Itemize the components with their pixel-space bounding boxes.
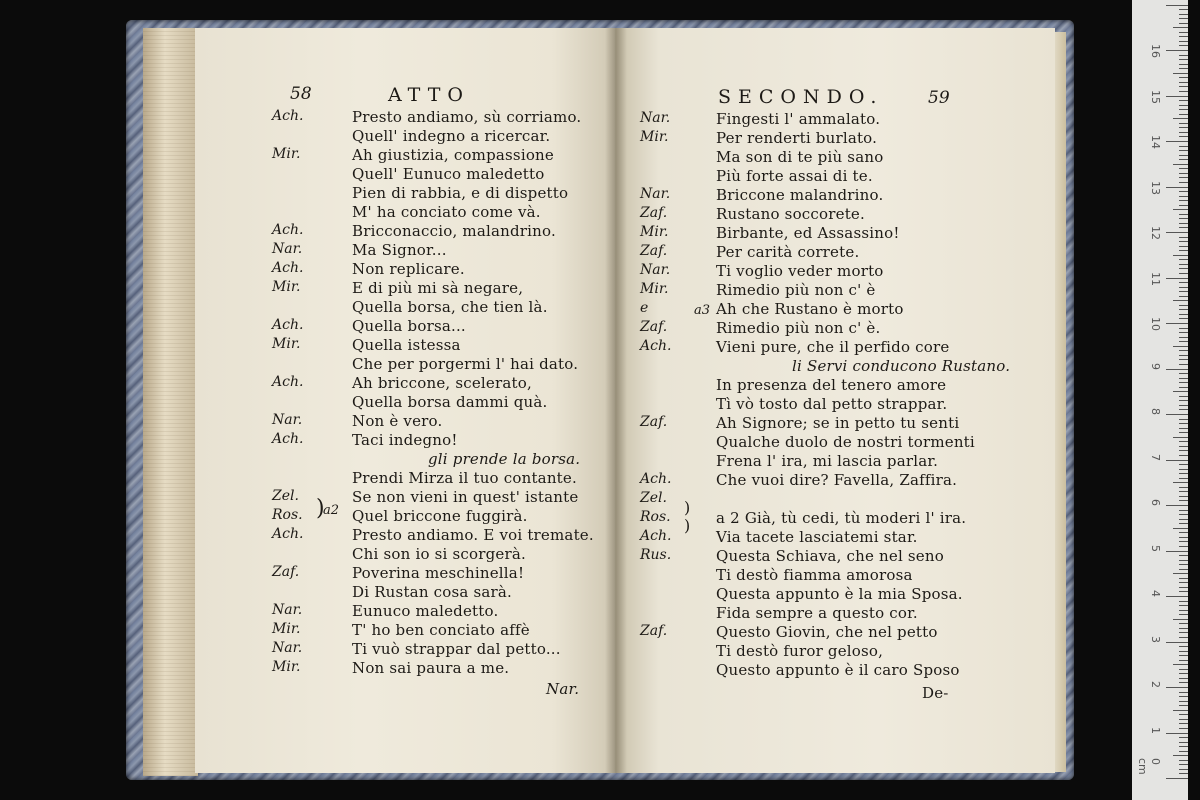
ruler-tick: [1179, 446, 1188, 447]
ruler-tick: [1179, 428, 1188, 429]
left-page-speaker: Zaf.: [272, 564, 300, 580]
right-page-number: 59: [928, 88, 950, 108]
right-page-speaker: Nar.: [640, 262, 671, 278]
left-page-speaker: Ros.: [272, 507, 303, 523]
left-page-line: Se non vieni in quest' istante: [352, 488, 579, 506]
left-page-speaker: Ach.: [272, 431, 304, 447]
left-page-speaker: Ach.: [272, 374, 304, 390]
left-page-speaker: Mir.: [272, 336, 301, 352]
ruler-tick: [1179, 682, 1188, 683]
ruler-tick: [1179, 669, 1188, 670]
left-page-speaker: Ach.: [272, 108, 304, 124]
right-page-line: Questa appunto è la mia Sposa.: [716, 585, 963, 603]
ruler-tick: [1179, 268, 1188, 269]
ruler-tick: [1179, 582, 1188, 583]
ruler-tick: [1166, 551, 1188, 552]
ruler-label: 5: [1149, 544, 1162, 552]
ruler-tick: [1179, 373, 1188, 374]
ruler-tick: [1179, 382, 1188, 383]
ruler-tick: [1179, 45, 1188, 46]
ruler-tick: [1179, 419, 1188, 420]
ruler-tick: [1179, 18, 1188, 19]
ruler-tick: [1173, 164, 1188, 165]
left-running-head: ATTO: [388, 84, 470, 106]
right-page-speaker: e: [640, 300, 649, 316]
left-page-line: M' ha conciato come và.: [352, 203, 541, 221]
ruler-tick: [1166, 369, 1188, 370]
ruler-tick: [1179, 541, 1188, 542]
left-page-line: Prendi Mirza il tuo contante.: [352, 469, 577, 487]
left-page-line: Ma Signor...: [352, 241, 447, 259]
ruler-tick: [1179, 632, 1188, 633]
right-page-line: Vieni pure, che il perfido core: [716, 338, 950, 356]
ruler-tick: [1179, 587, 1188, 588]
right-page-line: Via tacete lasciatemi star.: [716, 528, 918, 546]
right-page-line: Ti destò fiamma amorosa: [716, 566, 913, 584]
right-page-line: Rustano soccorete.: [716, 205, 865, 223]
ruler-tick: [1179, 100, 1188, 101]
ruler-tick: [1179, 764, 1188, 765]
ruler-tick: [1179, 296, 1188, 297]
ruler-tick: [1166, 778, 1188, 779]
ruler-tick: [1179, 660, 1188, 661]
ruler-tick: [1179, 405, 1188, 406]
left-page-speaker: Mir.: [272, 279, 301, 295]
ruler-tick: [1179, 77, 1188, 78]
ruler-tick: [1179, 610, 1188, 611]
right-page-speaker: Zaf.: [640, 243, 668, 259]
left-page-line: Che per porgermi l' hai dato.: [352, 355, 579, 373]
ruler-tick: [1179, 86, 1188, 87]
right-page-line: Questo appunto è il caro Sposo: [716, 661, 960, 679]
ruler-tick: [1179, 569, 1188, 570]
ruler-tick: [1179, 678, 1188, 679]
ruler-label: 13: [1149, 180, 1162, 195]
ruler-tick: [1179, 751, 1188, 752]
ruler-label: 15: [1149, 89, 1162, 104]
ruler-tick: [1179, 514, 1188, 515]
ruler-label: 9: [1149, 362, 1162, 370]
ruler-label: 4: [1149, 590, 1162, 597]
ruler-tick: [1166, 687, 1188, 688]
page-block-edge: [143, 28, 198, 776]
right-page-line: a 2 Già, tù cedi, tù moderi l' ira.: [716, 509, 967, 527]
ruler-tick: [1173, 27, 1188, 28]
ruler-tick: [1179, 82, 1188, 83]
ruler-tick: [1179, 341, 1188, 342]
left-page-line: Poverina meschinella!: [352, 564, 525, 582]
left-page-speaker: Mir.: [272, 146, 301, 162]
ruler-tick: [1179, 355, 1188, 356]
right-page-speaker: Nar.: [640, 186, 671, 202]
left-page-speaker: Nar.: [272, 640, 303, 656]
ruler-tick: [1173, 300, 1188, 301]
ruler-tick: [1179, 200, 1188, 201]
left-page-line: Quella borsa...: [352, 317, 466, 335]
right-page-speaker: Ach.: [640, 528, 672, 544]
ruler-tick: [1179, 305, 1188, 306]
ruler-tick: [1179, 473, 1188, 474]
ruler-tick: [1166, 596, 1188, 597]
ruler-tick: [1179, 328, 1188, 329]
ruler-tick: [1179, 23, 1188, 24]
ruler-tick: [1179, 237, 1188, 238]
ruler-tick: [1166, 278, 1188, 279]
ruler-tick: [1166, 5, 1188, 6]
ruler-tick: [1179, 400, 1188, 401]
right-page-line: Questo Giovin, che nel petto: [716, 623, 938, 641]
left-page-speaker: Mir.: [272, 659, 301, 675]
ruler-tick: [1179, 150, 1188, 151]
ruler-tick: [1179, 55, 1188, 56]
right-page-line: Fida sempre a questo cor.: [716, 604, 918, 622]
ruler-tick: [1179, 32, 1188, 33]
ruler-tick: [1173, 755, 1188, 756]
ruler-tick: [1173, 710, 1188, 711]
left-page-line: Pien di rabbia, e di dispetto: [352, 184, 569, 202]
ruler-label: 12: [1149, 226, 1162, 240]
ruler-tick: [1166, 642, 1188, 643]
ruler-tick: [1166, 141, 1188, 142]
left-page-speaker: Ach.: [272, 260, 304, 276]
ruler-tick: [1179, 64, 1188, 65]
ruler-tick: [1179, 701, 1188, 702]
ruler-tick: [1173, 255, 1188, 256]
ruler-tick: [1179, 510, 1188, 511]
ruler-tick: [1179, 364, 1188, 365]
ruler-tick: [1166, 505, 1188, 506]
ruler-tick: [1179, 441, 1188, 442]
ruler-tick: [1179, 409, 1188, 410]
ruler-tick: [1179, 696, 1188, 697]
right-a3-mark: a3: [694, 303, 711, 318]
ruler-tick: [1179, 378, 1188, 379]
right-page-speaker: Ros.: [640, 509, 671, 525]
ruler-tick: [1179, 769, 1188, 770]
ruler-tick: [1173, 118, 1188, 119]
left-page-speaker: Ach.: [272, 526, 304, 542]
left-page-line: Di Rustan cosa sarà.: [352, 583, 513, 601]
ruler-tick: [1179, 168, 1188, 169]
left-page-speaker: Ach.: [272, 222, 304, 238]
left-page-speaker: Ach.: [272, 317, 304, 333]
right-page-line: Ah Signore; se in petto tu senti: [716, 414, 960, 432]
right-page-line: Briccone malandrino.: [716, 186, 884, 204]
left-duet-brace: ): [316, 496, 325, 521]
right-page-line: Che vuoi dire? Favella, Zaffira.: [716, 471, 958, 489]
ruler-label: 3: [1149, 635, 1162, 643]
ruler-tick: [1179, 705, 1188, 706]
ruler-tick: [1179, 396, 1188, 397]
ruler-tick: [1179, 673, 1188, 674]
ruler-tick: [1179, 205, 1188, 206]
left-page-speaker: Zel.: [272, 488, 299, 504]
right-page-line: Più forte assai di te.: [716, 167, 873, 185]
ruler-tick: [1179, 555, 1188, 556]
ruler-tick: [1179, 387, 1188, 388]
ruler-tick: [1179, 105, 1188, 106]
left-page-line: Ti vuò strappar dal petto...: [352, 640, 561, 658]
ruler-tick: [1179, 173, 1188, 174]
right-page-line: Frena l' ira, mi lascia parlar.: [716, 452, 939, 470]
ruler-tick: [1179, 59, 1188, 60]
right-page-line: Rimedio più non c' è.: [716, 319, 881, 337]
ruler-tick: [1179, 68, 1188, 69]
ruler-tick: [1179, 742, 1188, 743]
ruler-tick: [1179, 646, 1188, 647]
right-page-line: Ti destò furor geloso,: [716, 642, 884, 660]
ruler-tick: [1179, 136, 1188, 137]
ruler-tick: [1166, 96, 1188, 97]
ruler-tick: [1179, 578, 1188, 579]
ruler-tick: [1179, 337, 1188, 338]
ruler-tick: [1179, 41, 1188, 42]
ruler-tick: [1173, 573, 1188, 574]
right-page-line: Questa Schiava, che nel seno: [716, 547, 944, 565]
ruler-tick: [1179, 318, 1188, 319]
right-page-line: Ti voglio veder morto: [716, 262, 884, 280]
ruler-tick: [1179, 591, 1188, 592]
ruler-tick: [1179, 655, 1188, 656]
right-page-line: Tì vò tosto dal petto strappar.: [716, 395, 948, 413]
ruler-tick: [1179, 250, 1188, 251]
ruler-tick: [1179, 123, 1188, 124]
ruler-tick: [1179, 478, 1188, 479]
ruler-tick: [1179, 9, 1188, 10]
right-page-line: Qualche duolo de nostri tormenti: [716, 433, 975, 451]
ruler-tick: [1179, 464, 1188, 465]
left-page-line: Chi son io si scorgerà.: [352, 545, 526, 563]
ruler-tick: [1179, 623, 1188, 624]
ruler-tick: [1179, 728, 1188, 729]
ruler-tick: [1179, 469, 1188, 470]
ruler-tick: [1179, 159, 1188, 160]
right-page-speaker: Mir.: [640, 129, 669, 145]
left-page-line: Presto andiamo. E voi tremate.: [352, 526, 594, 544]
right-page-speaker: Nar.: [640, 110, 671, 126]
ruler-label: 16: [1149, 44, 1162, 58]
left-page-speaker: Nar.: [272, 412, 303, 428]
ruler-tick: [1179, 359, 1188, 360]
book-gutter: [605, 28, 627, 773]
left-page-line: Quell' indegno a ricercar.: [352, 127, 551, 145]
ruler-tick: [1179, 14, 1188, 15]
left-page-line: Non è vero.: [352, 412, 443, 430]
right-page-line: Birbante, ed Assassino!: [716, 224, 900, 242]
ruler-tick: [1179, 291, 1188, 292]
ruler-tick: [1173, 664, 1188, 665]
ruler-tick: [1179, 36, 1188, 37]
ruler-tick: [1179, 651, 1188, 652]
left-page-line: E di più mi sà negare,: [352, 279, 524, 297]
ruler-tick: [1179, 500, 1188, 501]
right-duet-brace-bottom: ): [684, 516, 691, 535]
ruler-tick: [1179, 196, 1188, 197]
ruler-tick: [1179, 182, 1188, 183]
right-duet-brace-top: ): [684, 498, 691, 517]
ruler-tick: [1179, 546, 1188, 547]
left-page-line: Quella istessa: [352, 336, 461, 354]
left-page-line: Non sai paura a me.: [352, 659, 510, 677]
ruler-label: 6: [1149, 499, 1162, 506]
right-page-speaker: Zaf.: [640, 319, 668, 335]
ruler-tick: [1173, 482, 1188, 483]
ruler-tick: [1166, 232, 1188, 233]
ruler-tick: [1179, 692, 1188, 693]
left-page-line: Ah giustizia, compassione: [352, 146, 554, 164]
right-page-line: Ah che Rustano è morto: [716, 300, 904, 318]
ruler-tick: [1173, 437, 1188, 438]
ruler-tick: [1173, 619, 1188, 620]
ruler-label: 14: [1149, 135, 1162, 149]
right-page-speaker: Ach.: [640, 338, 672, 354]
ruler-tick: [1179, 628, 1188, 629]
ruler-label: 2: [1149, 681, 1162, 688]
left-page-line: T' ho ben conciato affè: [352, 621, 530, 639]
right-running-head: SECONDO.: [718, 86, 884, 108]
ruler-tick: [1179, 760, 1188, 761]
ruler-tick: [1173, 391, 1188, 392]
ruler-tick: [1179, 214, 1188, 215]
ruler-tick: [1179, 287, 1188, 288]
right-page-speaker: Zaf.: [640, 623, 668, 639]
left-page-line: Presto andiamo, sù corriamo.: [352, 108, 582, 126]
ruler-tick: [1179, 191, 1188, 192]
ruler-tick: [1179, 637, 1188, 638]
ruler-tick: [1179, 537, 1188, 538]
ruler-tick: [1179, 614, 1188, 615]
ruler-tick: [1173, 209, 1188, 210]
ruler-tick: [1166, 414, 1188, 415]
ruler-tick: [1179, 423, 1188, 424]
ruler-tick: [1179, 491, 1188, 492]
ruler-tick: [1179, 496, 1188, 497]
ruler-label: 10: [1149, 317, 1162, 331]
ruler-tick: [1179, 714, 1188, 715]
ruler-tick: [1173, 346, 1188, 347]
ruler-tick: [1179, 523, 1188, 524]
left-page-line: gli prende la borsa.: [428, 450, 581, 468]
left-page-line: Quell' Eunuco maledetto: [352, 165, 545, 183]
ruler-tick: [1179, 91, 1188, 92]
ruler-tick: [1179, 309, 1188, 310]
ruler-tick: [1179, 532, 1188, 533]
right-page-speaker: Mir.: [640, 281, 669, 297]
ruler-tick: [1166, 50, 1188, 51]
left-page-speaker: Mir.: [272, 621, 301, 637]
left-page-line: Eunuco maledetto.: [352, 602, 499, 620]
ruler-label: 1: [1149, 726, 1162, 734]
right-page-speaker: Mir.: [640, 224, 669, 240]
ruler-label: 7: [1149, 453, 1162, 461]
ruler-label: 11: [1149, 271, 1162, 286]
ruler-tick: [1179, 146, 1188, 147]
ruler-tick: [1179, 519, 1188, 520]
ruler-tick: [1179, 455, 1188, 456]
ruler-tick: [1179, 719, 1188, 720]
left-page-line: Taci indegno!: [352, 431, 458, 449]
ruler-tick: [1179, 259, 1188, 260]
right-page-line: Per carità correte.: [716, 243, 860, 261]
left-page-line: Ah briccone, scelerato,: [352, 374, 532, 392]
ruler-tick: [1179, 114, 1188, 115]
left-page-line: Bricconaccio, malandrino.: [352, 222, 556, 240]
right-catchword: De-: [922, 684, 949, 702]
right-page-speaker: Ach.: [640, 471, 672, 487]
ruler-tick: [1179, 487, 1188, 488]
ruler-tick: [1179, 560, 1188, 561]
ruler-tick: [1179, 737, 1188, 738]
ruler-tick: [1179, 723, 1188, 724]
ruler-tick: [1179, 314, 1188, 315]
right-page-line: Per renderti burlato.: [716, 129, 878, 147]
ruler-tick: [1179, 564, 1188, 565]
left-page-line: Quel briccone fuggirà.: [352, 507, 528, 525]
ruler-tick: [1166, 187, 1188, 188]
ruler-tick: [1179, 350, 1188, 351]
left-a2-mark: a2: [323, 503, 340, 518]
ruler-tick: [1179, 155, 1188, 156]
right-page-speaker: Rus.: [640, 547, 672, 563]
left-page-line: Quella borsa, che tien là.: [352, 298, 548, 316]
ruler-tick: [1179, 605, 1188, 606]
ruler-tick: [1166, 733, 1188, 734]
ruler-tick: [1179, 218, 1188, 219]
ruler-tick: [1179, 241, 1188, 242]
ruler-tick: [1166, 323, 1188, 324]
right-page-speaker: Zaf.: [640, 414, 668, 430]
ruler-tick: [1179, 432, 1188, 433]
left-page-line: Non replicare.: [352, 260, 465, 278]
right-page-line: Fingesti l' ammalato.: [716, 110, 881, 128]
ruler-tick: [1179, 332, 1188, 333]
ruler-tick: [1179, 227, 1188, 228]
left-page-speaker: Nar.: [272, 241, 303, 257]
ruler-tick: [1179, 132, 1188, 133]
ruler-tick: [1179, 127, 1188, 128]
ruler-tick: [1166, 460, 1188, 461]
ruler-tick: [1173, 73, 1188, 74]
right-page-line: In presenza del tenero amore: [716, 376, 947, 394]
right-page-speaker: Zel.: [640, 490, 667, 506]
ruler-tick: [1179, 282, 1188, 283]
ruler-tick: [1179, 773, 1188, 774]
right-page-line: li Servi conducono Rustano.: [792, 357, 1011, 375]
ruler-tick: [1179, 109, 1188, 110]
ruler-label: 8: [1149, 408, 1162, 415]
ruler-tick: [1179, 223, 1188, 224]
right-page-speaker: Zaf.: [640, 205, 668, 221]
ruler-tick: [1179, 450, 1188, 451]
ruler-tick: [1179, 264, 1188, 265]
left-catchword: Nar.: [546, 680, 580, 698]
right-page-line: Ma son di te più sano: [716, 148, 884, 166]
ruler-tick: [1179, 273, 1188, 274]
ruler-label: 0 cm: [1136, 758, 1162, 775]
ruler-tick: [1179, 246, 1188, 247]
left-page-speaker: Nar.: [272, 602, 303, 618]
ruler-tick: [1173, 528, 1188, 529]
left-page-line: Quella borsa dammi quà.: [352, 393, 548, 411]
right-page-line: Rimedio più non c' è: [716, 281, 876, 299]
ruler-tick: [1179, 746, 1188, 747]
ruler-tick: [1179, 177, 1188, 178]
left-page-number: 58: [290, 84, 312, 104]
ruler-tick: [1179, 601, 1188, 602]
measurement-ruler: [1132, 0, 1188, 800]
